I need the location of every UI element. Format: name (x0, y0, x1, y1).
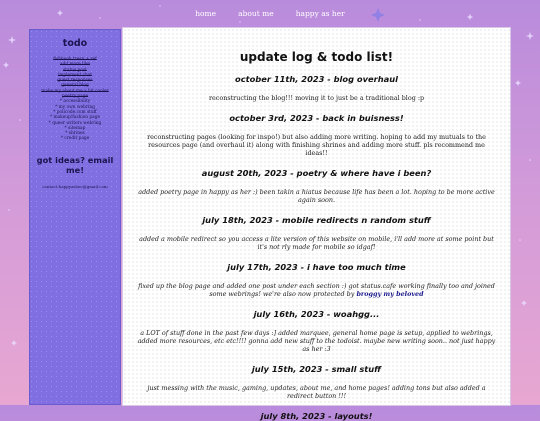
todo-item: fishhook tresn + ref (53, 57, 97, 62)
entry-text (137, 282, 496, 298)
entry-body: added a mobile redirect so you access a lite version of this website on mobile, i'll add more at some point but it's not rly made for mobile so idgaf! (139, 235, 494, 251)
todo-item: general blog (61, 83, 89, 89)
entry-text (137, 235, 496, 251)
log-entry (123, 168, 510, 204)
entry-body: added poetry page in happy as her :) been takin a hiatus because life has been a lot. hoping to be more active again soon. (138, 188, 495, 204)
entry-heading: august 20th, 2023 - poetry & where have i been? (201, 168, 432, 178)
entry-body: reconstructing the blog!!! moving it to just be a traditional blog :p (208, 94, 425, 102)
todo-item: * credit page (60, 136, 90, 142)
todo-item: * accessibility (59, 99, 91, 105)
todo-item: * sitemap (64, 125, 86, 131)
log-entry (123, 215, 510, 251)
entry-text (137, 329, 496, 353)
todo-item: * my own webring (55, 104, 95, 110)
sidebar (29, 29, 121, 405)
todo-item: add more like (60, 62, 90, 68)
todo-item: status post (63, 67, 87, 73)
entry-text (137, 94, 496, 102)
ideas-title: got ideas? email me! (36, 154, 114, 175)
entry-body: reconstructing pages (looking for inspo!) but also adding more writing. hoping to add my mutuals to the resources page (and overhaul it) along with finishing shrines and adding more stuff. pls recommend me ideas!! (147, 133, 486, 157)
main-panel (123, 28, 510, 421)
log-entry (123, 364, 510, 400)
nav-about-me-link[interactable]: about me (238, 9, 274, 18)
log-entry (123, 411, 510, 421)
entry-link[interactable]: broggy my beloved (356, 290, 424, 298)
entry-body: just messing with the music, gaming, updates, about me, and home pages! adding tons but also added a redirect button !!! (147, 384, 486, 400)
nav-happy-as-her-link[interactable]: happy as her (295, 9, 345, 18)
entry-heading: october 11th, 2023 - blog overhaul (235, 74, 398, 84)
entry-text (137, 133, 496, 157)
log-entry (123, 262, 510, 298)
entry-heading: october 3rd, 2023 - back in buisness! (229, 113, 404, 123)
todo-item: * shrines (65, 131, 85, 137)
log-entry (123, 74, 510, 102)
todo-item: * queer writers webring (48, 120, 102, 126)
todo-item: poetry page (61, 94, 89, 100)
todo-item: guest responses (57, 78, 93, 84)
update-log (123, 74, 510, 421)
top-nav (0, 9, 540, 23)
entry-heading: july 16th, 2023 - woahgg... (253, 309, 380, 319)
entry-heading: july 18th, 2023 - mobile redirects n random stuff (202, 215, 431, 225)
entry-body: fixed up the blog page and added one post under each section :) got status.cafe working finally too and joined some webrings! we're also now protected by (138, 282, 495, 298)
contact-email[interactable]: contact.happyashee@gmail.com (42, 183, 108, 189)
nav-home-link[interactable]: home (195, 9, 217, 18)
entry-heading: july 8th, 2023 - layouts! (260, 411, 373, 421)
log-entry (123, 309, 510, 353)
entry-text (137, 384, 496, 400)
entry-body: a LOT of stuff done in the past few days :] added marquee, general home page is setup, applied to webrings, added more resources, etc etc!!!! gonna add new stuff to the todoist. maybe new writing soon.. not just happy as her :3 (137, 329, 496, 353)
todo-title: todo (62, 38, 88, 49)
log-entry (123, 113, 510, 157)
entry-heading: july 15th, 2023 - small stuff (251, 364, 382, 374)
entry-text (137, 188, 496, 204)
todo-item: * makeup/fashion page (49, 115, 101, 121)
todo-list (29, 57, 121, 142)
entry-heading: july 17th, 2023 - i have too much time (227, 262, 406, 272)
page-title: update log & todo list! (239, 50, 394, 64)
todo-item: make my about me a bit cooler (41, 88, 109, 94)
todo-item: implement chat (57, 72, 93, 78)
todo-item: * policode.com stuff (53, 109, 97, 115)
